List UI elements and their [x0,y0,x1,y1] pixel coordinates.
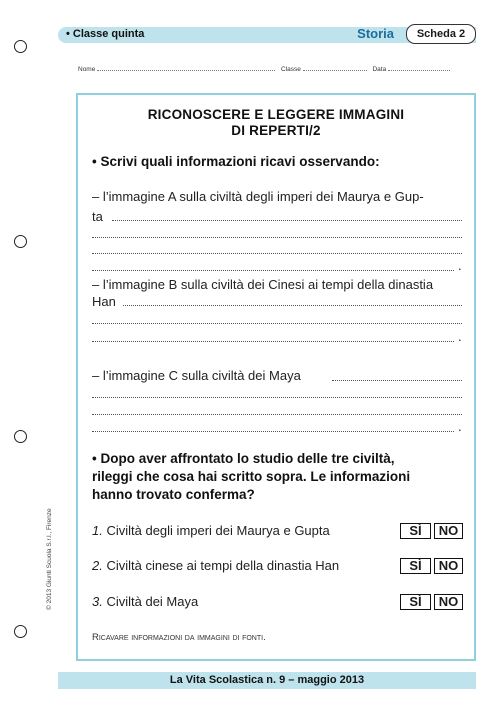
answer-line-b[interactable] [92,341,454,342]
yes-checkbox[interactable]: SÌ [400,558,431,574]
binder-hole [14,40,27,53]
binder-hole [14,625,27,638]
instruction-2: • Dopo aver affrontato lo studio delle tre civiltà, [92,451,395,466]
answer-line-b[interactable] [92,323,462,324]
subject-title: Storia [357,26,394,41]
answer-line-a[interactable] [92,237,462,238]
class-label: • Classe quinta [66,28,145,40]
date-label: Data [372,66,387,73]
period: . [458,329,462,344]
answer-line-a[interactable] [92,253,462,254]
copyright-notice: © 2013 Giunti Scuola S.r.l., Firenze [46,508,53,610]
answer-line-c[interactable] [332,380,462,381]
answer-line-c[interactable] [92,414,462,415]
objective-caption: Ricavare informazioni da immagini di fonti. [92,632,266,643]
binder-hole [14,235,27,248]
name-label: Nome [78,66,96,73]
name-field[interactable] [97,64,275,71]
yes-checkbox[interactable]: SÌ [400,594,431,610]
yes-checkbox[interactable]: SÌ [400,523,431,539]
exercise-box [76,93,476,661]
question-number: 1. [92,523,103,538]
question-3 [92,594,198,609]
no-checkbox[interactable]: NO [434,558,463,574]
question-number: 3. [92,594,103,609]
item-b-text-2: Han [92,294,116,309]
question-text: Civiltà dei Maya [106,594,199,609]
item-a-text: – l’immagine A sulla civiltà degli imperi dei Maurya e Gup- [92,189,424,204]
footer-bar: La Vita Scolastica n. 9 – maggio 2013 [58,672,476,689]
question-1 [92,523,330,538]
page-title-line2: DI REPERTI/2 [231,123,321,138]
answer-line-a[interactable] [92,270,454,271]
class-label-field: Classe [280,66,301,73]
period: . [458,258,462,273]
item-b-text: – l’immagine B sulla civiltà dei Cinesi ai tempi della dinastia [92,277,434,292]
no-checkbox[interactable]: NO [434,594,463,610]
question-text: Civiltà degli imperi dei Maurya e Gupta [106,523,330,538]
period: . [458,419,462,434]
no-checkbox[interactable]: NO [434,523,463,539]
question-text: Civiltà cinese ai tempi della dinastia Han [106,558,340,573]
answer-line-c[interactable] [92,397,462,398]
instruction-2-line3: hanno trovato conferma? [92,487,255,502]
question-2 [92,558,339,573]
item-c-text: – l’immagine C sulla civiltà dei Maya [92,368,301,383]
class-field[interactable] [303,64,367,71]
item-a-text-2: ta [92,209,103,224]
instruction-2-line2: rileggi che cosa hai scritto sopra. Le informazioni [92,469,411,484]
sheet-badge: Scheda 2 [406,24,476,44]
page-title: RICONOSCERE E LEGGERE IMMAGINI [147,107,405,122]
question-number: 2. [92,558,103,573]
header-bar [58,27,476,43]
date-field[interactable] [388,64,450,71]
student-info-line [78,64,460,73]
binder-hole [14,430,27,443]
answer-line-b[interactable] [123,305,462,306]
answer-line-a[interactable] [112,220,462,221]
instruction-1: • Scrivi quali informazioni ricavi osservando: [92,154,380,169]
answer-line-c[interactable] [92,431,454,432]
